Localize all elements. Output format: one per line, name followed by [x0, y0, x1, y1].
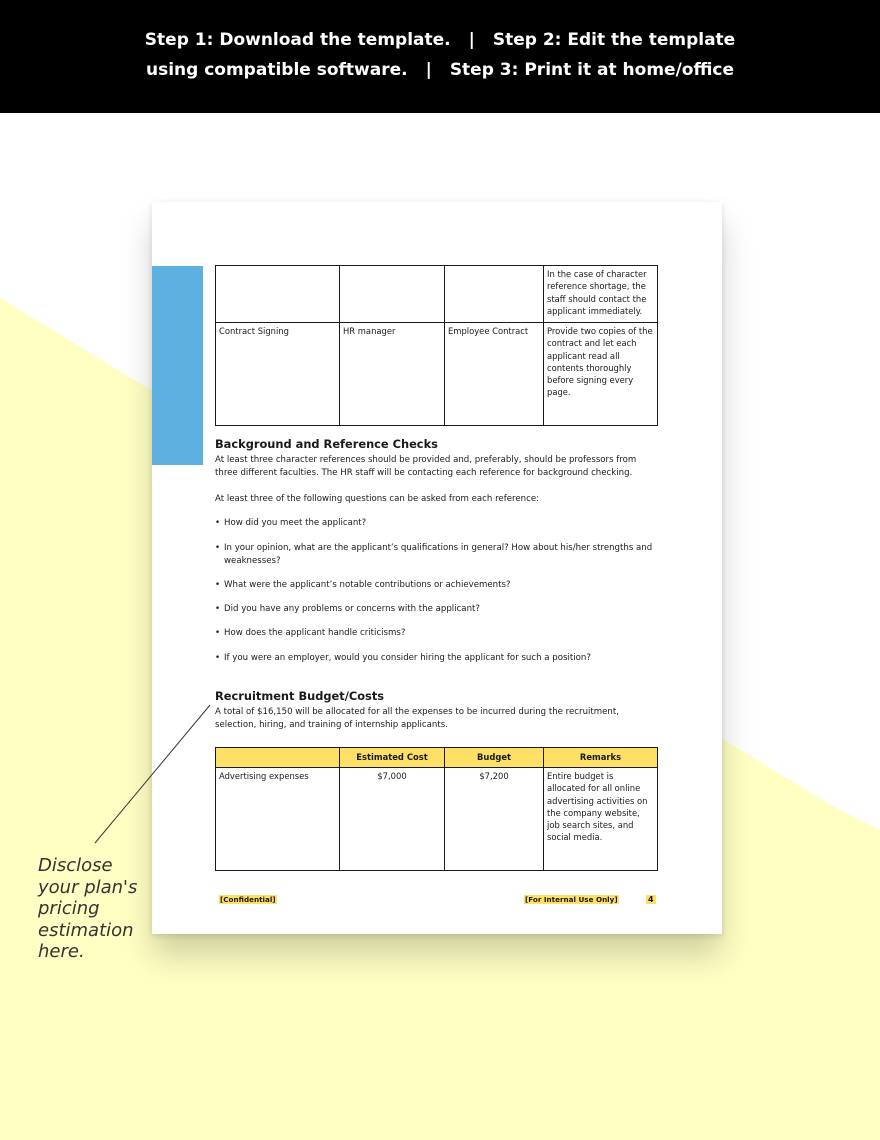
- footer-confidential-label: [Confidential]: [220, 895, 276, 904]
- list-item: [215, 627, 664, 640]
- budget-table-wrapper: [215, 747, 657, 871]
- table-cell: Contract Signing: [216, 323, 340, 426]
- budget-table: [215, 747, 658, 871]
- table-cell-budget: $7,200: [445, 768, 544, 871]
- callout-line: your plan's: [38, 876, 138, 898]
- background-checks-paragraph: At least three character references should be provided and, preferably, should be professors from three different faculties. The HR staff will be contacting each reference for background checking.: [215, 455, 637, 478]
- callout-line: pricing: [38, 898, 100, 919]
- list-item: [215, 603, 664, 616]
- list-item: [215, 517, 664, 530]
- footer-internal-use-label: [For Internal Use Only]: [525, 895, 618, 904]
- table-cell: [216, 266, 340, 323]
- reference-questions-intro: At least three of the following questions can be asked from each reference:: [215, 494, 540, 504]
- banner-line-2: [0, 60, 880, 80]
- process-table: [215, 265, 658, 426]
- table-header-row: [216, 748, 658, 768]
- bullet: •: [215, 653, 221, 663]
- background-checks-heading: Background and Reference Checks: [215, 437, 438, 451]
- table-row: [216, 768, 658, 871]
- list-item: [215, 542, 664, 567]
- instructions-banner: [0, 0, 880, 113]
- question-text: In your opinion, what are the applicant’s qualifications in general? How about his/her strengths and weaknesses?: [224, 543, 653, 566]
- column-header: Remarks: [544, 748, 658, 768]
- table-cell: Provide two copies of the contract and let each applicant read all contents thoroughly before signing every page.: [544, 323, 658, 426]
- list-item: [215, 579, 664, 592]
- table-row: [216, 266, 658, 323]
- banner-step3: Step 3: Print it at home/office: [449, 60, 735, 80]
- column-header: Estimated Cost: [340, 748, 445, 768]
- document-page: [152, 202, 722, 934]
- column-header: [216, 748, 340, 768]
- banner-separator: |: [425, 60, 432, 80]
- budget-paragraph: A total of $16,150 will be allocated for all the expenses to be incurred during the recruitment, selection, hiring, and training of internship applicants.: [215, 707, 619, 730]
- pricing-callout-note: [38, 855, 168, 963]
- top-table-wrapper: [215, 265, 657, 426]
- question-text: If you were an employer, would you consider hiring the applicant for such a position?: [224, 653, 591, 663]
- callout-line: here.: [38, 941, 85, 962]
- banner-step2-part1: Step 2: Edit the template: [492, 30, 736, 50]
- table-cell-item: Advertising expenses: [216, 768, 340, 871]
- banner-step2-part2: using compatible software.: [145, 60, 408, 80]
- table-cell: [340, 266, 445, 323]
- bullet: •: [215, 628, 221, 638]
- question-text: What were the applicant’s notable contributions or achievements?: [224, 580, 511, 590]
- bullet: •: [215, 543, 221, 553]
- table-cell-estimated-cost: $7,000: [340, 768, 445, 871]
- table-cell-remarks: Entire budget is allocated for all online advertising activities on the company website, job search sites, and social media.: [544, 768, 658, 871]
- banner-separator: |: [468, 30, 475, 50]
- page-number: 4: [648, 895, 654, 904]
- bullet: •: [215, 518, 221, 528]
- question-text: Did you have any problems or concerns with the applicant?: [224, 604, 480, 614]
- question-text: How did you meet the applicant?: [224, 518, 367, 528]
- banner-line-1: [0, 30, 880, 50]
- banner-step1: Step 1: Download the template.: [144, 30, 451, 50]
- question-text: How does the applicant handle criticisms?: [224, 628, 406, 638]
- callout-line: estimation: [38, 919, 134, 941]
- list-item: [215, 652, 664, 665]
- bullet: •: [215, 604, 221, 614]
- callout-line: Disclose: [38, 855, 113, 876]
- budget-heading: Recruitment Budget/Costs: [215, 689, 385, 703]
- table-cell: [445, 266, 544, 323]
- table-cell: HR manager: [340, 323, 445, 426]
- bullet: •: [215, 580, 221, 590]
- table-row: [216, 323, 658, 426]
- table-cell: Employee Contract: [445, 323, 544, 426]
- column-header: Budget: [445, 748, 544, 768]
- blue-accent-bar: [152, 266, 203, 465]
- table-cell: In the case of character reference shortage, the staff should contact the applicant immediately.: [544, 266, 658, 323]
